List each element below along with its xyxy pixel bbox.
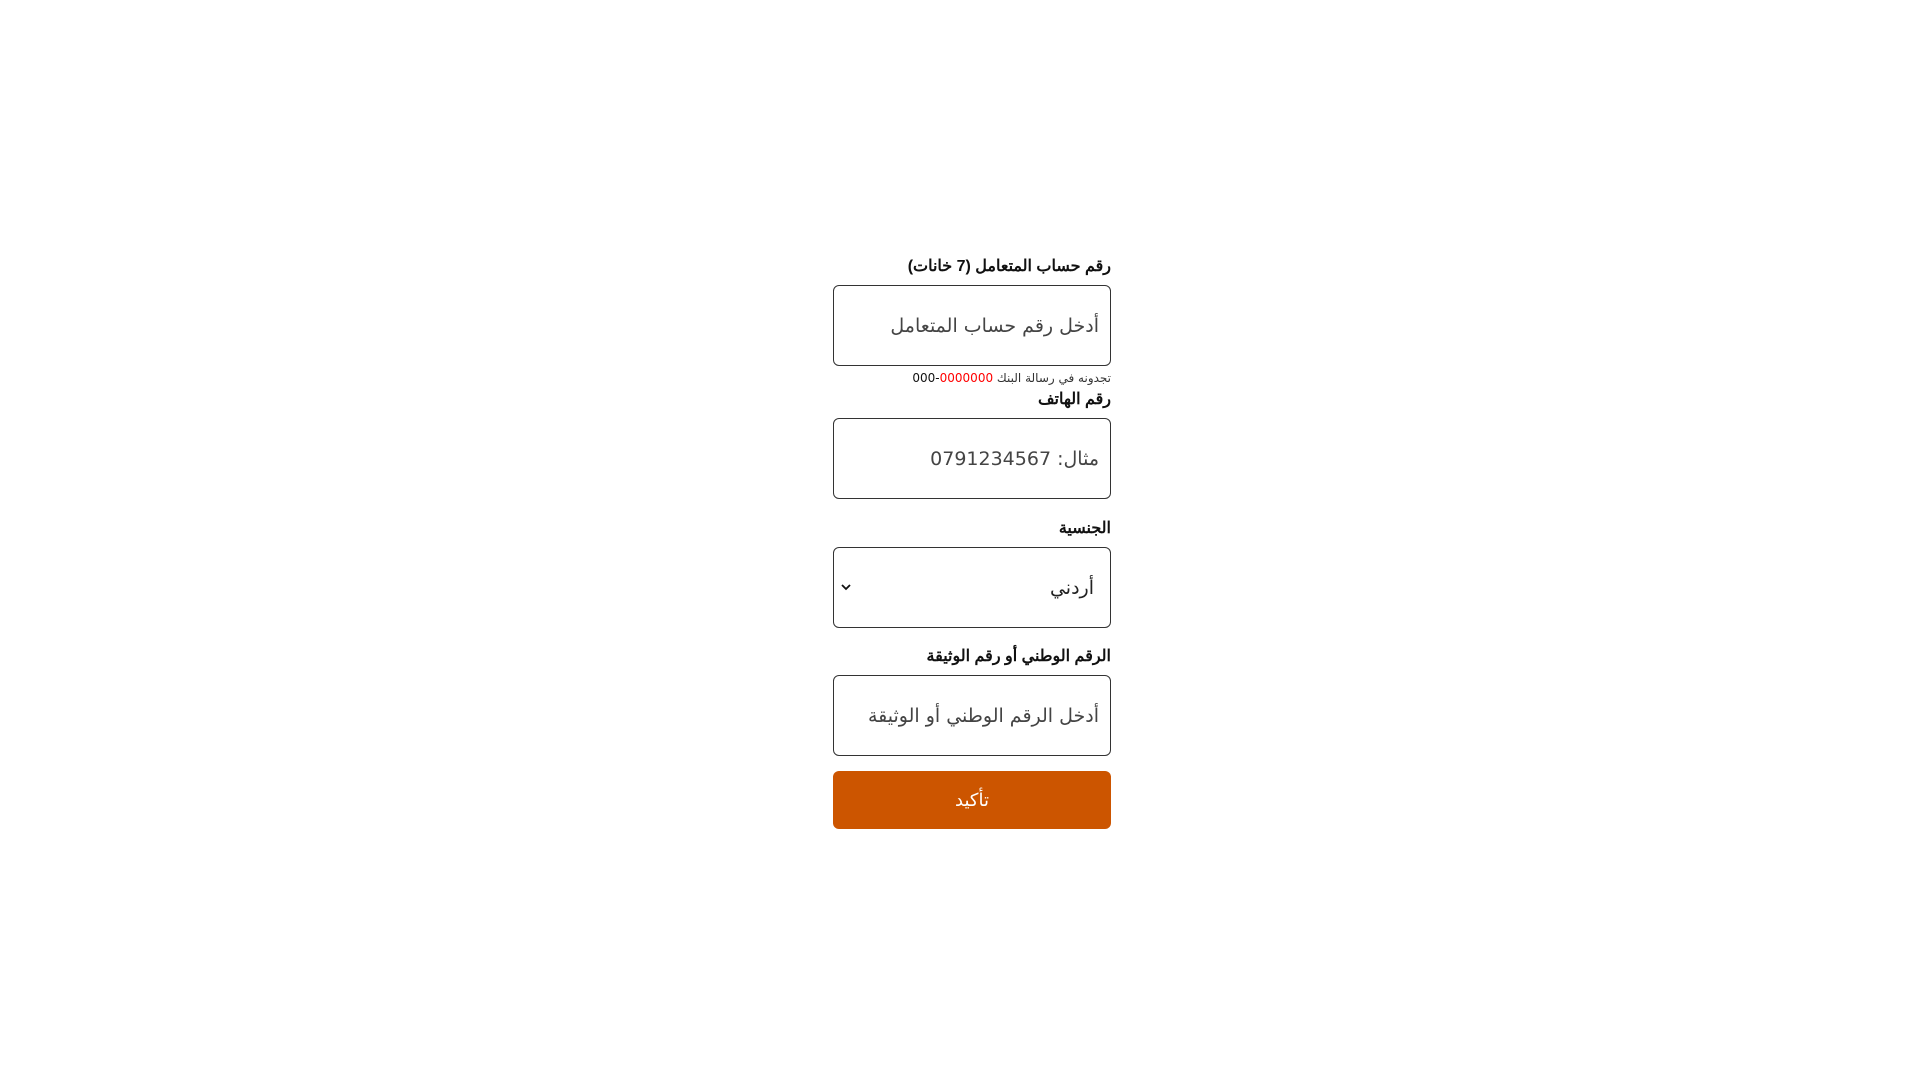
phone-label: رقم الهاتف [1037,391,1111,408]
account-number-hint [833,370,1111,386]
phone-group [833,390,1111,519]
phone-placeholder: مثال: 0791234567 [930,447,1099,470]
account-number-input[interactable] [833,285,1111,366]
nationality-select[interactable] [833,547,1111,628]
nationality-group [833,519,1111,647]
account-number-mask [912,371,993,385]
nationality-label: الجنسية [1058,520,1111,537]
account-number-placeholder: أدخل رقم حساب المتعامل [890,314,1099,337]
account-mask-prefix: 000- [912,371,940,385]
account-mask-digits: 0000000 [939,371,994,385]
account-number-label: رقم حساب المتعامل (7 خانات) [907,258,1111,275]
national-id-group [833,647,1111,771]
confirm-button[interactable]: تأكيد [833,771,1111,829]
account-number-group [833,257,1111,390]
nationality-selected-value: أردني [1049,576,1094,599]
account-number-hint-text: تجدونه في رسالة البنك [996,371,1111,385]
chevron-down-icon [840,582,852,594]
phone-input[interactable] [833,418,1111,499]
national-id-label: الرقم الوطني أو رقم الوثيقة [926,648,1111,665]
national-id-input[interactable] [833,675,1111,756]
verification-form [833,257,1111,829]
national-id-placeholder: أدخل الرقم الوطني أو الوثيقة [867,704,1099,727]
